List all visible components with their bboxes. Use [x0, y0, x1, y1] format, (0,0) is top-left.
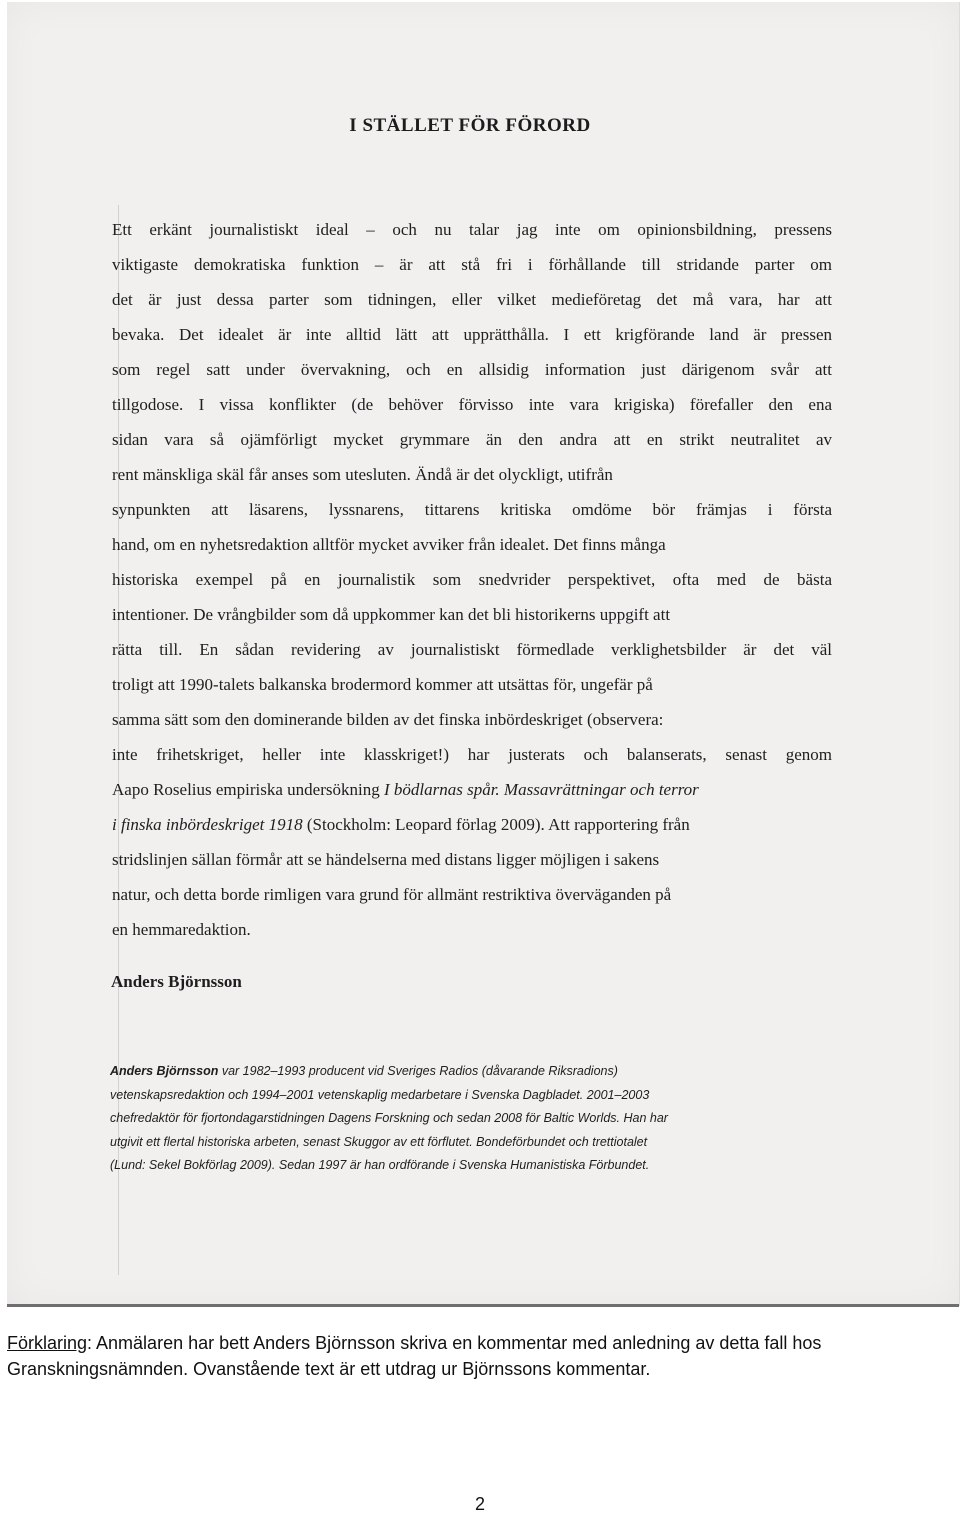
- bio-line: vetenskapsredaktion och 1994–2001 vetenskaplig medarbetare i Svenska Dagbladet. 2001–2003: [110, 1087, 650, 1102]
- body-line: intentioner. De vrångbilder som då uppkommer kan det bli historikerns uppgift att: [112, 605, 671, 624]
- author-signature: Anders Björnsson: [111, 972, 242, 991]
- body-line: viktigaste demokratiska funktion – är att stå fri i förhållande till stridande parter om: [112, 255, 832, 274]
- citation-prefix: Aapo Roselius empiriska undersökning: [112, 780, 384, 799]
- body-line: troligt att 1990-talets balkanska brodermord kommer att utsättas för, ungefär på: [112, 675, 653, 694]
- bio-line-text: var 1982–1993 producent vid Sveriges Radios (dåvarande Riksradions): [218, 1064, 618, 1078]
- body-line-citation: [112, 772, 832, 807]
- explanation-paragraph: [7, 1330, 952, 1382]
- citation-title-part2: i finska inbördeskriget 1918: [112, 815, 303, 834]
- body-line: stridslinjen sällan förmår att se händelserna med distans ligger möjligen i sakens: [112, 850, 660, 869]
- body-line: det är just dessa parter som tidningen, eller vilket medieföretag det må vara, har att: [112, 290, 832, 309]
- body-line: historiska exempel på en journalistik som snedvrider perspektivet, ofta med de bästa: [112, 570, 832, 589]
- body-line: tillgodose. I vissa konflikter (de behöver förvisso inte vara krigiska) förefaller den ena: [112, 395, 832, 414]
- author-bio: [110, 1060, 790, 1178]
- body-line: rätta till. En sådan revidering av journalistiskt förmedlade verklighetsbilder är det väl: [112, 640, 832, 659]
- body-line: rent mänskliga skäl får anses som utesluten. Ändå är det olyckligt, utifrån: [112, 465, 613, 484]
- scan-edge: [7, 1304, 959, 1307]
- body-line: natur, och detta borde rimligen vara grund för allmänt restriktiva överväganden på: [112, 885, 672, 904]
- bio-line: [110, 1060, 790, 1084]
- scan-body-text: [112, 212, 832, 947]
- body-line: bevaka. Det idealet är inte alltid lätt att upprätthålla. I ett krigförande land är pressen: [112, 325, 832, 344]
- body-line: inte frihetskriget, heller inte klasskriget!) har justerats och balanserats, senast genom: [112, 745, 832, 764]
- citation-suffix: (Stockholm: Leopard förlag 2009). Att rapportering från: [302, 815, 690, 834]
- body-line: sidan vara så ojämförligt mycket grymmare än den andra att en strikt neutralitet av: [112, 430, 832, 449]
- body-line: samma sätt som den dominerande bilden av det finska inbördeskriget (observera:: [112, 710, 664, 729]
- bio-author-name: Anders Björnsson: [110, 1064, 219, 1078]
- body-line: en hemmaredaktion.: [112, 920, 251, 939]
- bio-line: (Lund: Sekel Bokförlag 2009). Sedan 1997 är han ordförande i Svenska Humanistiska Förbundet.: [110, 1158, 650, 1172]
- body-line: synpunkten att läsarens, lyssnarens, tittarens kritiska omdöme bör främjas i första: [112, 500, 832, 519]
- scan-title: I STÄLLET FÖR FÖRORD: [349, 115, 591, 136]
- bio-line: chefredaktör för fjortondagarstidningen Dagens Forskning och sedan 2008 för Baltic Worlds. Han har: [110, 1111, 668, 1125]
- body-line: Ett erkänt journalistiskt ideal – och nu talar jag inte om opinionsbildning, pressens: [112, 220, 832, 239]
- page-number: 2: [474, 1494, 485, 1514]
- bio-line: utgivit ett flertal historiska arbeten, senast Skuggor av ett förflutet. Bondeförbundet och trettiotalet: [110, 1134, 648, 1149]
- body-line: som regel satt under övervakning, och en allsidig information just därigenom svår att: [112, 360, 832, 379]
- body-line: hand, om en nyhetsredaktion alltför mycket avviker från idealet. Det finns många: [112, 535, 666, 554]
- body-line-citation: [112, 807, 832, 842]
- explanation-label: Förklaring: [7, 1333, 88, 1353]
- citation-title-part1: I bödlarnas spår. Massavrättningar och terror: [383, 780, 699, 799]
- explanation-text: : Anmälaren har bett Anders Björnsson skriva en kommentar med anledning av detta fall hos Granskningsnämnden. Ovanstående text är ett utdrag ur Björnssons kommentar.: [7, 1333, 822, 1379]
